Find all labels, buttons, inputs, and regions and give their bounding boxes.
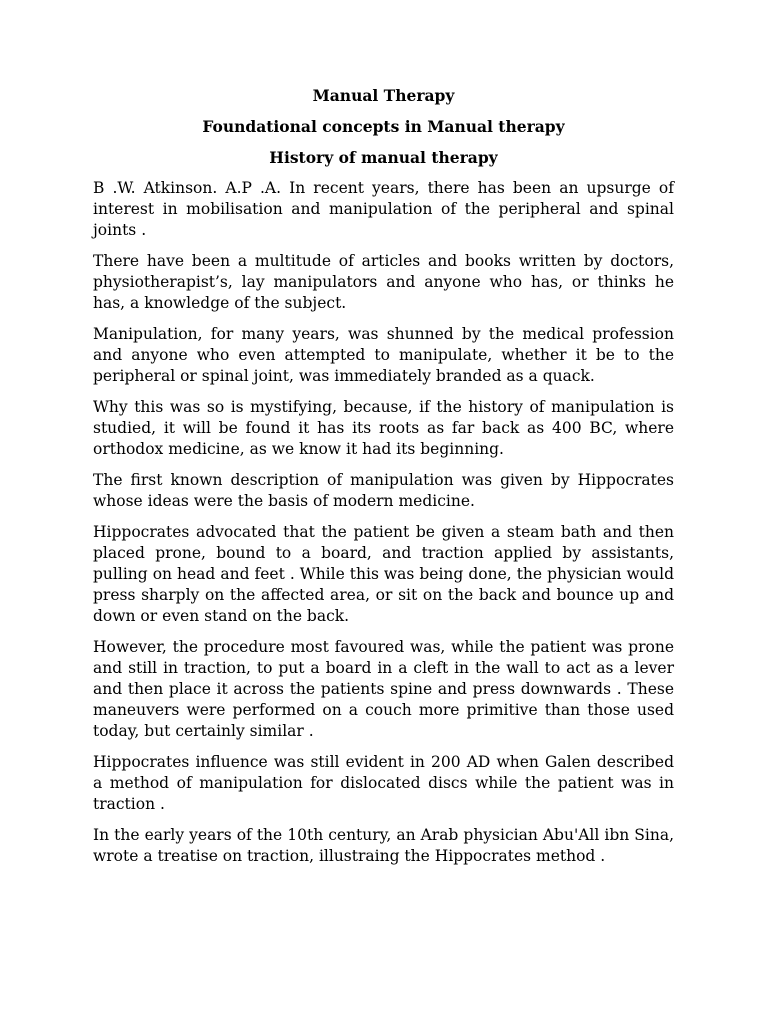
document-subtitle: Foundational concepts in Manual therapy	[202, 117, 565, 136]
paragraph: Hippocrates influence was still evident in 200 AD when Galen described a method of manipulation for dislocated discs while the patient was in traction .	[93, 753, 674, 813]
paragraph: However, the procedure most favoured was, while the patient was prone and still in traction, to put a board in a cleft in the wall to act as a lever and then place it across the patients spine and press downwards . These maneuvers were performed on a couch more primitive than those used today, but certainly similar .	[93, 638, 674, 740]
document-title: Manual Therapy	[312, 86, 455, 105]
paragraph: Manipulation, for many years, was shunned by the medical profession and anyone who even attempted to manipulate, whether it be to the peripheral or spinal joint, was immediately branded as a quack.	[93, 325, 674, 385]
paragraph: The first known description of manipulation was given by Hippocrates whose ideas were the basis of modern medicine.	[93, 471, 674, 510]
paragraph: Hippocrates advocated that the patient be given a steam bath and then placed prone, bound to a board, and traction applied by assistants, pulling on head and feet . While this was being done, the physician would press sharply on the affected area, or sit on the back and bounce up and down or even stand on the back.	[93, 523, 674, 625]
paragraph: There have been a multitude of articles and books written by doctors, physiotherapist’s, lay manipulators and anyone who has, or thinks he has, a knowledge of the subject.	[93, 252, 674, 312]
document-page	[93, 85, 674, 877]
paragraph: Why this was so is mystifying, because, if the history of manipulation is studied, it will be found it has its roots as far back as 400 BC, where orthodox medicine, as we know it had its beginning.	[93, 398, 674, 458]
section-heading: History of manual therapy	[269, 148, 498, 167]
paragraph: B .W. Atkinson. A.P .A. In recent years, there has been an upsurge of interest in mobilisation and manipulation of the peripheral and spinal joints .	[93, 179, 674, 239]
paragraph: In the early years of the 10th century, an Arab physician Abu'All ibn Sina, wrote a treatise on traction, illustraing the Hippocrates method .	[93, 826, 674, 865]
